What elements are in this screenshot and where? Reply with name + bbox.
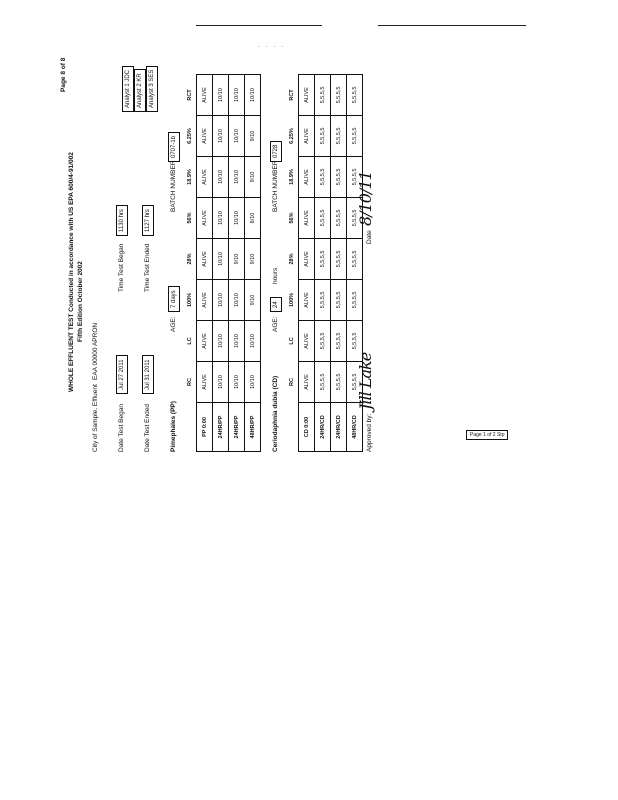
table-cell: 10/10: [213, 198, 229, 239]
section1-age-label: AGE:: [170, 316, 177, 332]
analyst-2: Analyst 2 KR: [134, 69, 146, 112]
date-end-field: Jul 31 2011: [142, 355, 154, 394]
section2-batch-label: BATCH NUMBER: [272, 160, 279, 212]
column-header: 28%: [286, 239, 299, 280]
column-header: 100%: [184, 280, 197, 321]
table-cell: 5,5,5,5: [331, 239, 347, 280]
column-header: 6.25%: [184, 116, 197, 157]
table-cell: 5,5,5,5: [331, 116, 347, 157]
table-cell: ALIVE: [299, 362, 315, 403]
client-value: EAA 00000 APRON: [92, 322, 99, 380]
table-cell: 5,5,5,5: [347, 239, 363, 280]
table-cell: 10/10: [229, 362, 245, 403]
section2-age-label: AGE:: [272, 316, 279, 332]
row-label: 48HR/CD: [347, 403, 363, 452]
table-cell: ALIVE: [299, 116, 315, 157]
table-cell: 10/10: [245, 75, 261, 116]
table-cell: ALIVE: [197, 116, 213, 157]
row-label: CD 0:00: [299, 403, 315, 452]
client-label: City of Sample, Effluent: [92, 384, 99, 452]
table-cell: 5,5,5,5: [347, 157, 363, 198]
table-cell: 10/10: [229, 198, 245, 239]
page-subtitle: Fifth Edition October 2002: [77, 261, 84, 342]
table-cell: 8/10: [245, 198, 261, 239]
header-marks: · · · ·: [258, 44, 285, 50]
table-row: [229, 75, 245, 452]
row-label: PP 0:00: [197, 403, 213, 452]
table-row: [315, 75, 331, 452]
table-cell: 9/10: [229, 239, 245, 280]
table-cell: 10/10: [229, 157, 245, 198]
table-header-row: [286, 75, 299, 452]
section1-batch-label: BATCH NUMBER: [170, 160, 177, 212]
table-cell: ALIVE: [299, 198, 315, 239]
table-cell: 10/10: [245, 362, 261, 403]
table-cell: 9/10: [245, 239, 261, 280]
table-cell: 5,5,5,5: [347, 75, 363, 116]
date-signature: 8/10/11: [356, 171, 375, 226]
table-cell: 5,5,5,5: [331, 75, 347, 116]
column-header: RC: [286, 362, 299, 403]
column-header: 100%: [286, 280, 299, 321]
section2-batch-field: 0728: [270, 141, 282, 162]
table-cell: 5,5,5,5: [347, 280, 363, 321]
table-cell: ALIVE: [299, 157, 315, 198]
time-began-label: Time Test Began: [118, 243, 125, 292]
table-cell: 10/10: [213, 75, 229, 116]
section1-batch-field: 0707-1b: [168, 132, 180, 162]
table-cell: ALIVE: [299, 280, 315, 321]
table-row: [245, 75, 261, 452]
table-cell: ALIVE: [197, 157, 213, 198]
table-cell: 10/10: [245, 321, 261, 362]
column-header: LC: [286, 321, 299, 362]
table-header-row: [184, 75, 197, 452]
page-label-box: Page 1 of 2 Stp: [466, 430, 508, 440]
table-cell: 5,5,5,5: [315, 157, 331, 198]
table-cell: 10/10: [229, 280, 245, 321]
page-number: Page 8 of 8: [60, 57, 67, 92]
section2-age-unit: hours: [272, 267, 279, 284]
table-cell: ALIVE: [299, 239, 315, 280]
row-label: 24HR/PP: [229, 403, 245, 452]
table-cell: 5,5,5,5: [315, 362, 331, 403]
table-cell: 5,5,5,5: [331, 280, 347, 321]
table-cell: 10/10: [213, 116, 229, 157]
table-row: [331, 75, 347, 452]
table-cell: 5,5,5,5: [315, 198, 331, 239]
analyst-3: Analyst 3 SES: [146, 66, 158, 112]
table-row: [299, 75, 315, 452]
column-header: RCT: [286, 75, 299, 116]
column-header: RCT: [184, 75, 197, 116]
table-cell: 10/10: [213, 157, 229, 198]
table-cell: 5,5,5,5: [315, 239, 331, 280]
table-cell: 10/10: [213, 362, 229, 403]
table-cell: 5,5,5,5: [331, 321, 347, 362]
row-label: 24HR/PP: [213, 403, 229, 452]
row-label: 48HR/PP: [245, 403, 261, 452]
table-cell: ALIVE: [197, 280, 213, 321]
table-cell: 5,5,5,5: [331, 362, 347, 403]
header-rule-left: [196, 25, 322, 26]
analyst-1: Analyst 1 JDC: [122, 66, 134, 112]
date-began-field: Jul 27 2011: [116, 355, 128, 394]
table-row: [197, 75, 213, 452]
table-cell: 9/10: [245, 157, 261, 198]
datasheet: [60, 32, 380, 452]
table-cell: 5,5,5,5: [347, 321, 363, 362]
row-label: 24HR/CD: [331, 403, 347, 452]
table-cell: 5,5,5,5: [347, 362, 363, 403]
table-cell: 10/10: [213, 239, 229, 280]
table-cell: 10/10: [229, 116, 245, 157]
column-header: 6.25%: [286, 116, 299, 157]
table-cell: 5,5,5,5: [347, 198, 363, 239]
table-cell: 5,5,5,5: [347, 116, 363, 157]
date-began-label: Date Test Began: [118, 404, 125, 452]
section2-label: Ceriodaphnia dubia (CD): [272, 375, 279, 452]
table-cell: ALIVE: [197, 239, 213, 280]
header-rule-right: [378, 25, 526, 26]
section1-table: [184, 74, 261, 452]
table-cell: 9/10: [245, 280, 261, 321]
column-header: 18.9%: [286, 157, 299, 198]
section2-table: [286, 74, 363, 452]
table-cell: 10/10: [229, 321, 245, 362]
date-end-label: Date Test Ended: [144, 404, 151, 452]
table-cell: 5,5,5,5: [331, 198, 347, 239]
table-cell: 5,5,5,5: [315, 116, 331, 157]
table-cell: ALIVE: [197, 321, 213, 362]
column-header: RC: [184, 362, 197, 403]
table-cell: 5,5,5,5: [315, 75, 331, 116]
table-cell: ALIVE: [299, 75, 315, 116]
table-cell: ALIVE: [197, 75, 213, 116]
table-row: [213, 75, 229, 452]
section1-label: Pimephales (PP): [170, 401, 177, 452]
date-label: Date: [366, 230, 373, 244]
row-label: 24HR/CD: [315, 403, 331, 452]
approved-label: Approved by:: [366, 413, 373, 452]
table-cell: 9/10: [245, 116, 261, 157]
column-header: 28%: [184, 239, 197, 280]
section2-age-field: 24: [270, 297, 282, 312]
time-end-label: Time Test Ended: [144, 243, 151, 292]
table-cell: 10/10: [229, 75, 245, 116]
section1-age-field: 7 days: [168, 286, 180, 312]
approved-signature: Jill Lake: [356, 352, 375, 410]
column-header: 18.9%: [184, 157, 197, 198]
time-began-field: 1130 hrs: [116, 205, 128, 236]
column-header: LC: [184, 321, 197, 362]
table-cell: ALIVE: [197, 198, 213, 239]
time-end-field: 1127 hrs: [142, 205, 154, 236]
table-cell: 10/10: [213, 280, 229, 321]
column-header: 56%: [184, 198, 197, 239]
column-header: 56%: [286, 198, 299, 239]
table-cell: 5,5,5,5: [331, 157, 347, 198]
table-cell: 5,5,5,5: [315, 321, 331, 362]
table-cell: ALIVE: [299, 321, 315, 362]
page-title: WHOLE EFFLUENT TEST Conducted in accordance with US EPA 600/4-91/002: [68, 152, 75, 392]
table-cell: ALIVE: [197, 362, 213, 403]
table-cell: 5,5,5,5: [315, 280, 331, 321]
table-cell: 10/10: [213, 321, 229, 362]
